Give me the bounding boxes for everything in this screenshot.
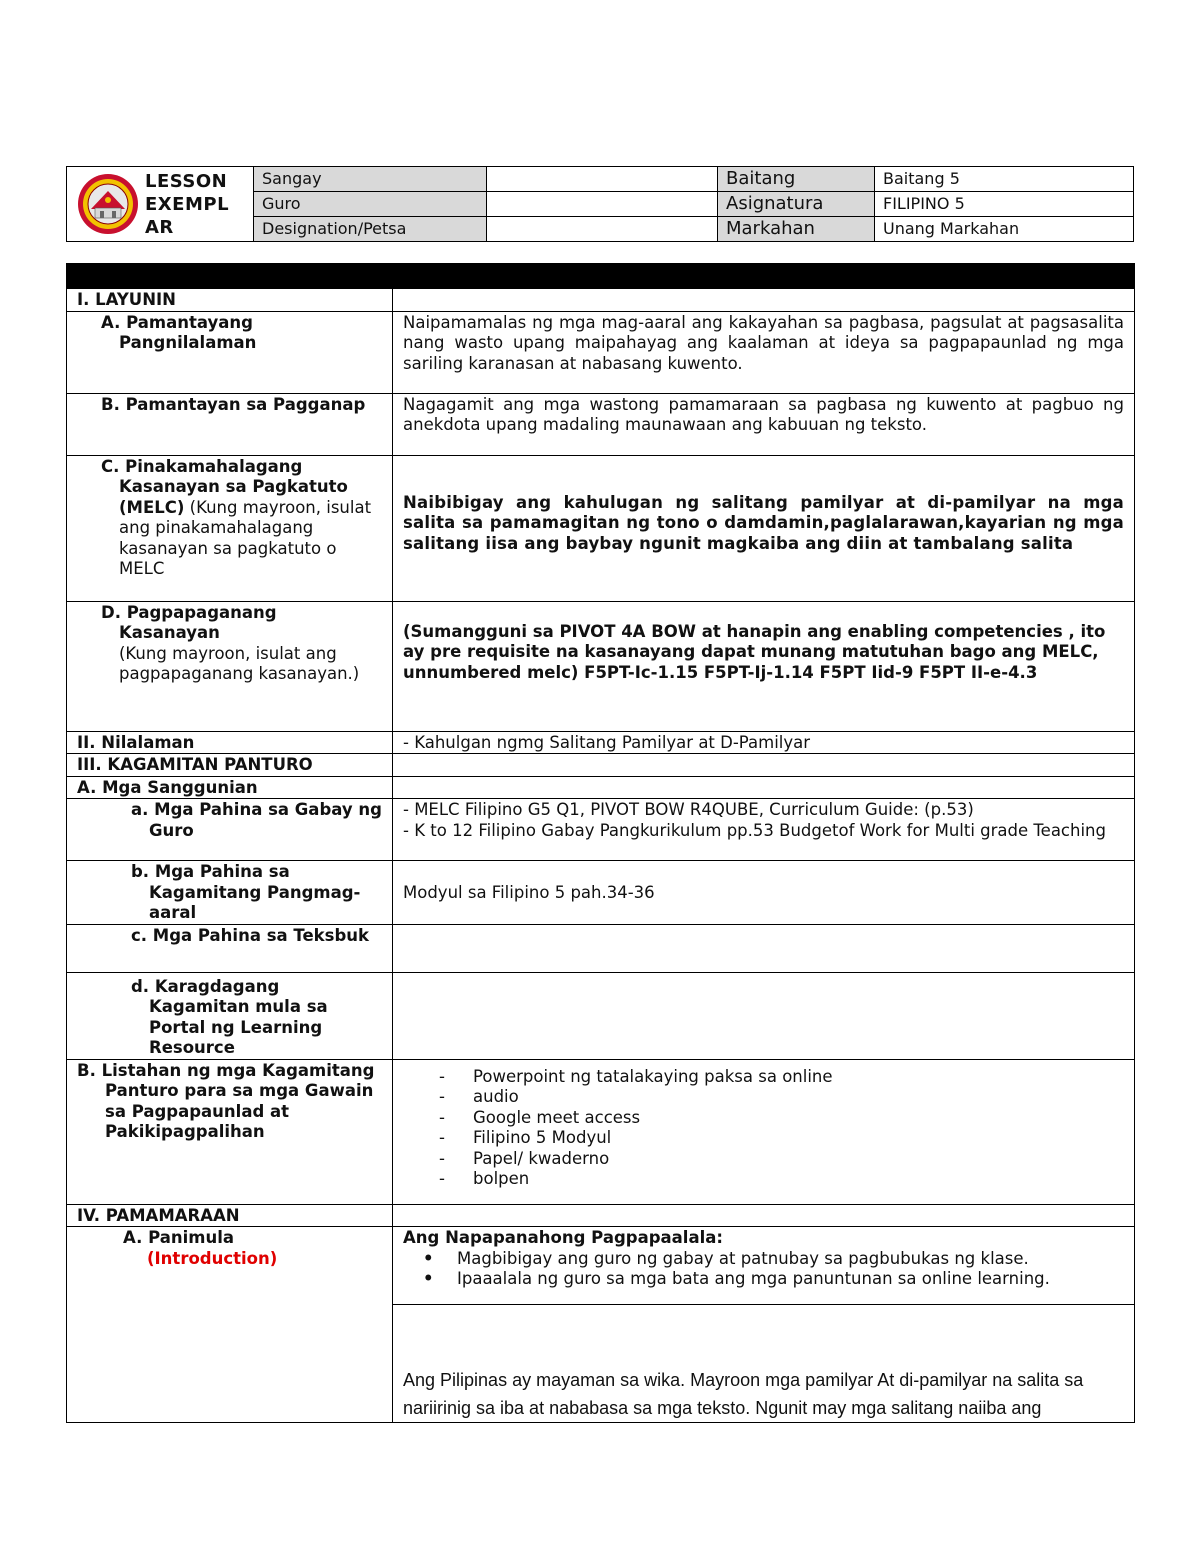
gabay-guro-line-2: - K to 12 Filipino Gabay Pangkurikulum pp.53 Budgetof Work for Multi grade Teaching [403, 820, 1106, 840]
table-row [67, 311, 1135, 393]
table-row [67, 731, 1135, 754]
table-row [67, 754, 1135, 777]
pamantayan-pagganap-label: B. Pamantayan sa Pagganap [101, 394, 366, 414]
table-row [67, 924, 1135, 972]
mga-sanggunian-label: A. Mga Sanggunian [67, 776, 393, 799]
napapanahong-pagpapaalala-title: Ang Napapanahong Pagpapaalala: [403, 1228, 723, 1247]
table-row [67, 776, 1135, 799]
title-line-2: EXEMPL [145, 193, 230, 215]
table-row [67, 289, 1135, 312]
baitang-value: Baitang 5 [875, 167, 1134, 192]
sangay-label: Sangay [254, 167, 487, 192]
list-item: - Powerpoint ng tatalakaying paksa sa online [439, 1067, 1124, 1088]
melc-note: (Kung mayroon, isulat ang pinakamahalagang kasanayan sa pagkatuto o MELC [119, 497, 372, 578]
pamantayang-pangnilalaman-label: A. Pamantayang Pangnilalaman [101, 312, 257, 352]
list-item: • Magbibigay ang guro ng gabay at patnubay sa pagbubukas ng klase. [423, 1249, 1124, 1270]
guro-value [487, 192, 718, 217]
melc-label: C. Pinakamahalagang Kasanayan sa Pagkatuto (MELC) [101, 456, 348, 517]
kagamitan-list [403, 1067, 1124, 1190]
table-row [67, 972, 1135, 1059]
table-row [67, 601, 1135, 731]
table-header-band [67, 264, 1135, 289]
list-item: - Papel/ kwaderno [439, 1149, 1124, 1170]
panimula-bullets [403, 1249, 1124, 1290]
table-row [67, 861, 1135, 925]
table-row [67, 799, 1135, 861]
guro-label: Guro [254, 192, 487, 217]
pagpapaganang-text: (Sumangguni sa PIVOT 4A BOW at hanapin ang enabling competencies , ito ay pre requisite na kasanayang dapat munang matutuhan bago ang MELC, unnumbered melc) F5PT-Ic-1.15 F5PT-Ij-1.14 F5PT Iid-9 F5PT II-e-4.3 [393, 601, 1135, 731]
title-line-3: AR [145, 216, 174, 238]
gabay-guro-label: a. Mga Pahina sa Gabay ng Guro [131, 800, 382, 840]
table-row [67, 1059, 1135, 1204]
panimula-paragraph: Ang Pilipinas ay mayaman sa wika. Mayroon mga pamilyar At di-pamilyar na salita sa nariirinig sa iba at nababasa sa mga teksto. Ngunit may mga salitang naiiba ang [403, 1370, 1084, 1418]
lesson-exemplar-title [145, 170, 229, 239]
kagamitan-heading: III. KAGAMITAN PANTURO [67, 754, 393, 777]
panimula-label: A. Panimula [123, 1228, 235, 1247]
list-item: - audio [439, 1087, 1124, 1108]
lesson-plan-table [66, 263, 1135, 1423]
designation-label: Designation/Petsa [254, 217, 487, 242]
table-row [67, 393, 1135, 455]
layunin-heading: I. LAYUNIN [67, 289, 393, 312]
markahan-value: Unang Markahan [875, 217, 1134, 242]
list-item: • Ipaaalala ng guro sa mga bata ang mga panuntunan sa online learning. [423, 1269, 1124, 1290]
asignatura-value: FILIPINO 5 [875, 192, 1134, 217]
asignatura-label: Asignatura [718, 192, 875, 217]
gabay-guro-line-1: - MELC Filipino G5 Q1, PIVOT BOW R4QUBE, Curriculum Guide: (p.53) [403, 800, 974, 819]
markahan-label: Markahan [718, 217, 875, 242]
teksbuk-label: c. Mga Pahina sa Teksbuk [131, 925, 369, 945]
sangay-value [487, 167, 718, 192]
melc-text: Naibibigay ang kahulugan ng salitang pamilyar at di-pamilyar na mga salita sa pamamagitan ng tono o damdamin,paglalarawan,kayarian ng mga salitang iisa ang baybay ngunit magkaiba ang diin at tambalang salita [393, 455, 1135, 601]
table-row [67, 1227, 1135, 1305]
nilalaman-text: - Kahulgan ngmg Salitang Pamilyar at D-Pamilyar [393, 731, 1135, 754]
header-table [66, 166, 1134, 242]
table-row [67, 1204, 1135, 1227]
kagamitang-pangmag-aaral-text: Modyul sa Filipino 5 pah.34-36 [403, 882, 655, 902]
pamantayan-pagganap-text: Nagagamit ang mga wastong pamamaraan sa pagbasa ng kuwento at pagbuo ng anekdota upang madaling maunawaan ang kabuuan ng teksto. [393, 393, 1135, 455]
list-item: - Filipino 5 Modyul [439, 1128, 1124, 1149]
designation-value [487, 217, 718, 242]
pamamaraan-heading: IV. PAMAMARAAN [67, 1204, 393, 1227]
nilalaman-heading: II. Nilalaman [67, 731, 393, 754]
portal-learning-resource-label: d. Karagdagang Kagamitan mula sa Portal ng Learning Resource [131, 976, 328, 1057]
table-row [67, 455, 1135, 601]
listahan-kagamitan-label: B. Listahan ng mga Kagamitang Panturo para sa mga Gawain sa Pagpapaunlad at Pakikipagpalihan [77, 1060, 375, 1141]
logo-title-cell [67, 167, 254, 242]
title-line-1: LESSON [145, 170, 228, 192]
list-item: - bolpen [439, 1169, 1124, 1190]
introduction-label: (Introduction) [147, 1248, 278, 1268]
pagpapaganang-note: (Kung mayroon, isulat ang pagpapaganang kasanayan.) [119, 643, 360, 683]
list-item: - Google meet access [439, 1108, 1124, 1129]
pagpapaganang-label: D. Pagpapaganang Kasanayan [101, 602, 277, 642]
kagamitang-pangmag-aaral-label: b. Mga Pahina sa Kagamitang Pangmag-aaral [131, 862, 361, 922]
school-seal-logo [77, 173, 139, 235]
baitang-label: Baitang [718, 167, 875, 192]
pamantayang-pangnilalaman-text: Naipamamalas ng mga mag-aaral ang kakayahan sa pagbasa, pagsulat at pagsasalita nang wasto upang maipahayag ang kaalaman at ideya sa pagpapaunlad ng mga sariling karanasan at nabasang kuwento. [393, 311, 1135, 393]
